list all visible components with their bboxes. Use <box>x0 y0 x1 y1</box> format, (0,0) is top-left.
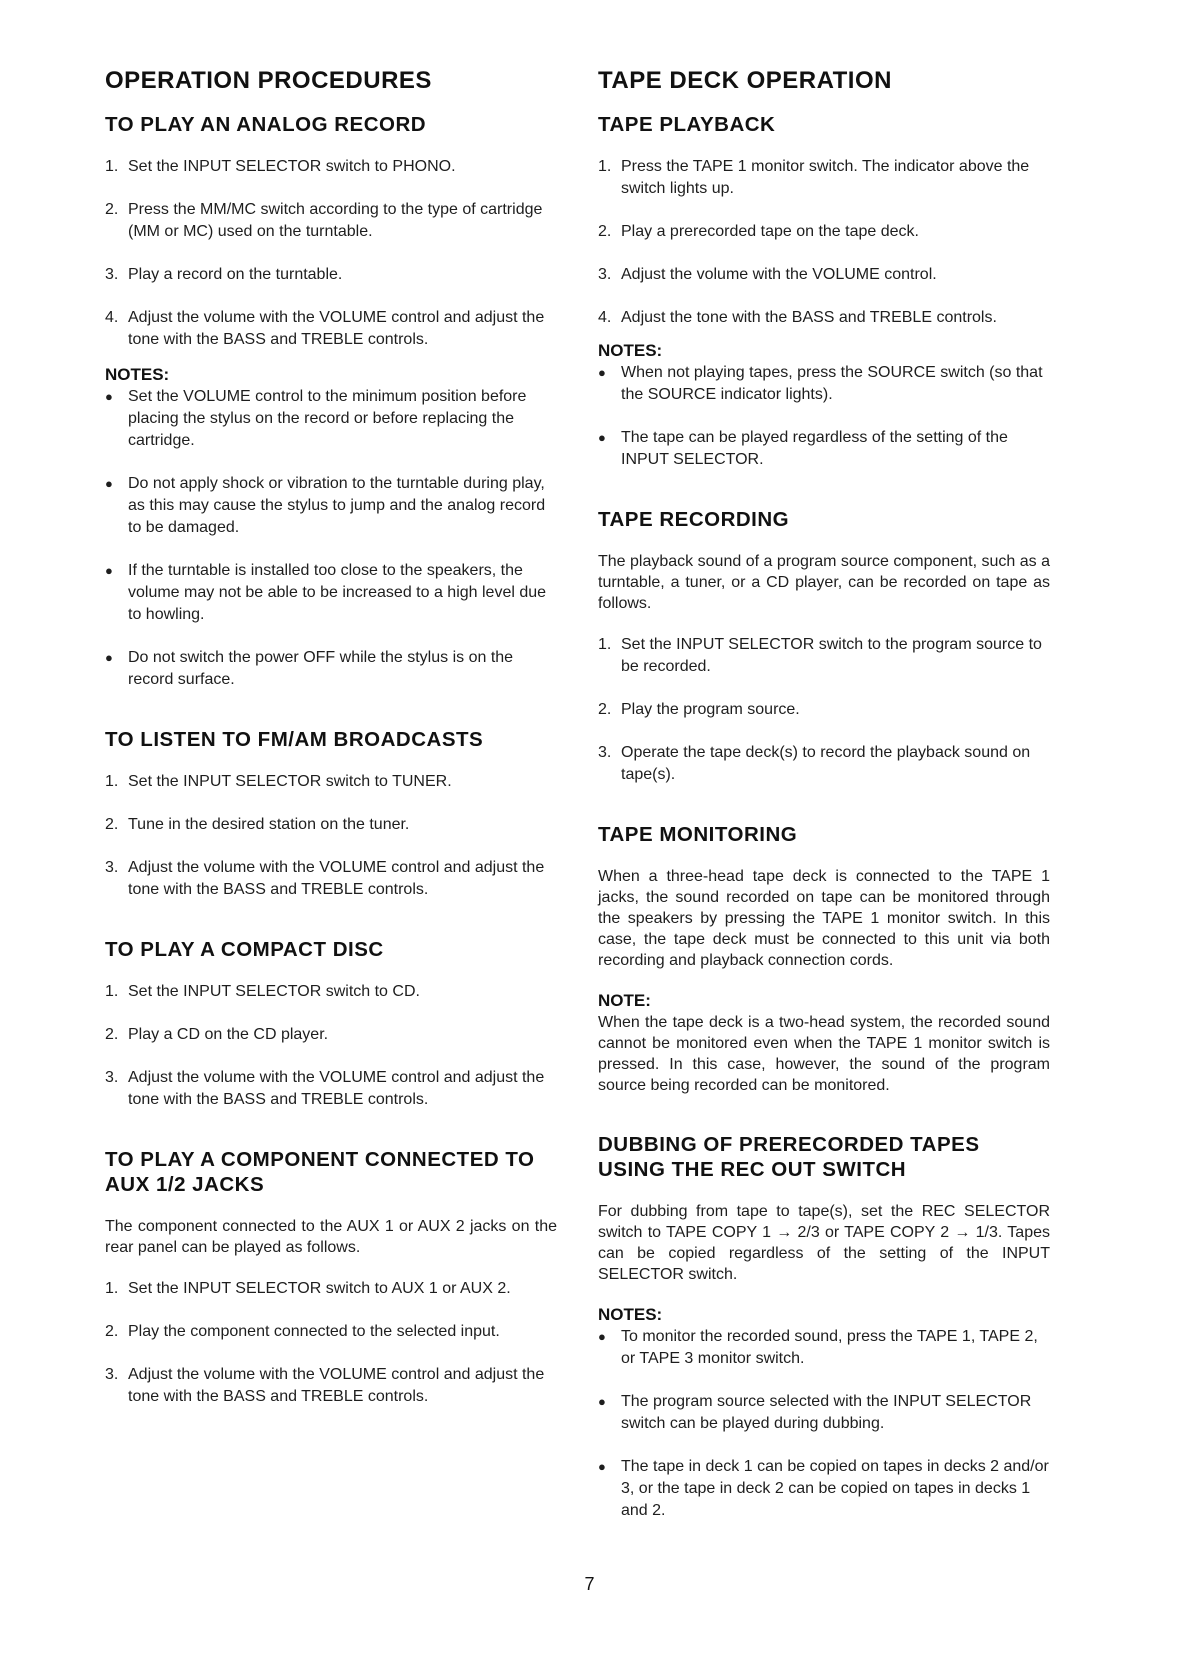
step-list <box>105 771 557 901</box>
note-text: Set the VOLUME control to the minimum position before placing the stylus on the record or before replacing the cartridge. <box>128 388 527 449</box>
bullet-icon: ● <box>598 1329 606 1344</box>
step-number: 1. <box>105 983 119 1000</box>
bullet-icon: ● <box>105 650 113 665</box>
step-text: Play a prerecorded tape on the tape deck. <box>621 223 919 240</box>
section-intro: The playback sound of a program source component, such as a turntable, a tuner, or a CD player, can be recorded on tape as follows. <box>598 553 1050 612</box>
step-item <box>105 857 557 901</box>
step-list <box>105 156 557 351</box>
note-item <box>105 473 557 539</box>
bullet-icon: ● <box>598 430 606 445</box>
section-tape-recording <box>598 507 1050 786</box>
step-list <box>105 1278 557 1408</box>
note-text: The tape can be played regardless of the setting of the INPUT SELECTOR. <box>621 429 1008 468</box>
operation-procedures-title: OPERATION PROCEDURES <box>105 67 432 94</box>
step-text: Adjust the volume with the VOLUME control. <box>621 266 937 283</box>
step-item <box>598 221 1050 243</box>
step-item <box>105 264 557 286</box>
notes-label: NOTES: <box>598 1305 663 1324</box>
step-number: 3. <box>105 859 119 876</box>
step-item <box>598 156 1050 200</box>
note-item <box>105 647 557 691</box>
bullet-icon: ● <box>598 365 606 380</box>
step-item <box>105 1364 557 1408</box>
step-number: 2. <box>598 701 612 718</box>
step-item <box>105 1321 557 1343</box>
bullet-icon: ● <box>105 476 113 491</box>
note-text: To monitor the recorded sound, press the TAPE 1, TAPE 2, or TAPE 3 monitor switch. <box>621 1328 1038 1367</box>
section-heading: TAPE MONITORING <box>598 823 798 846</box>
step-number: 3. <box>598 744 612 761</box>
step-item <box>105 307 557 351</box>
left-column <box>105 66 557 1444</box>
step-text: Adjust the tone with the BASS and TREBLE controls. <box>621 309 997 326</box>
step-list <box>598 634 1050 786</box>
step-text: Tune in the desired station on the tuner. <box>128 816 410 833</box>
step-item <box>105 199 557 243</box>
section-fm-am <box>105 727 557 901</box>
bullet-icon: ● <box>598 1459 606 1474</box>
note-item <box>598 1456 1050 1522</box>
step-item <box>105 1278 557 1300</box>
step-text: Operate the tape deck(s) to record the playback sound on tape(s). <box>621 744 1031 783</box>
step-text: Set the INPUT SELECTOR switch to the program source to be recorded. <box>621 636 1042 675</box>
note-item <box>105 560 557 626</box>
step-text: Play a record on the turntable. <box>128 266 343 283</box>
step-text: Adjust the volume with the VOLUME control and adjust the tone with the BASS and TREBLE controls. <box>128 1366 545 1405</box>
section-tape-playback <box>598 112 1050 471</box>
step-item <box>598 264 1050 286</box>
section-heading: TO PLAY A COMPONENT CONNECTED TO AUX 1/2 JACKS <box>105 1148 535 1196</box>
section-aux <box>105 1147 557 1408</box>
section-compact-disc <box>105 937 557 1111</box>
step-list <box>105 981 557 1111</box>
page-number: 7 <box>584 1574 595 1594</box>
notes-list <box>598 1326 1050 1522</box>
note-text: The program source selected with the INPUT SELECTOR switch can be played during dubbing. <box>621 1393 1032 1432</box>
step-number: 2. <box>105 201 119 218</box>
step-item <box>105 981 557 1003</box>
step-number: 1. <box>105 1280 119 1297</box>
step-text: Adjust the volume with the VOLUME control and adjust the tone with the BASS and TREBLE controls. <box>128 309 545 348</box>
section-heading: TAPE PLAYBACK <box>598 113 776 136</box>
step-text: Press the TAPE 1 monitor switch. The indicator above the switch lights up. <box>621 158 1030 197</box>
note-label: NOTE: <box>598 991 651 1010</box>
section-heading: TAPE RECORDING <box>598 508 790 531</box>
step-number: 2. <box>105 1323 119 1340</box>
section-intro: The component connected to the AUX 1 or AUX 2 jacks on the rear panel can be played as follows. <box>105 1218 557 1256</box>
note-item <box>105 386 557 452</box>
step-number: 4. <box>598 309 612 326</box>
notes-label: NOTES: <box>105 365 170 384</box>
note-item <box>598 1391 1050 1435</box>
notes-list <box>598 362 1050 471</box>
step-text: Adjust the volume with the VOLUME control and adjust the tone with the BASS and TREBLE controls. <box>128 859 545 898</box>
section-heading: TO PLAY AN ANALOG RECORD <box>105 113 427 136</box>
notes-label: NOTES: <box>598 341 663 360</box>
step-item <box>598 634 1050 678</box>
section-tape-monitoring <box>598 822 1050 1096</box>
step-number: 3. <box>598 266 612 283</box>
step-text: Play the component connected to the selected input. <box>128 1323 500 1340</box>
note-text: When the tape deck is a two-head system, the recorded sound cannot be monitored even when the TAPE 1 monitor switch is pressed. In this case, however, the sound of the program source being recorded can be monitored. <box>598 1014 1050 1094</box>
step-number: 1. <box>598 158 612 175</box>
step-text: Adjust the volume with the VOLUME control and adjust the tone with the BASS and TREBLE controls. <box>128 1069 545 1108</box>
step-number: 1. <box>105 158 119 175</box>
step-item <box>598 699 1050 721</box>
section-heading: TO LISTEN TO FM/AM BROADCASTS <box>105 728 484 751</box>
notes-list <box>105 386 557 691</box>
step-number: 3. <box>105 1366 119 1383</box>
section-intro: When a three-head tape deck is connected to the TAPE 1 jacks, the sound recorded on tape can be monitored through the speakers by pressing the TAPE 1 monitor switch. In this case, the tape deck must be connected to this unit via both recording and playback connection cords. <box>598 868 1050 969</box>
step-number: 3. <box>105 1069 119 1086</box>
right-column <box>598 66 1050 1558</box>
note-item <box>598 427 1050 471</box>
section-dubbing <box>598 1132 1050 1522</box>
step-number: 4. <box>105 309 119 326</box>
note-item <box>598 362 1050 406</box>
step-item <box>105 771 557 793</box>
step-item <box>105 1024 557 1046</box>
step-number: 2. <box>598 223 612 240</box>
note-text: When not playing tapes, press the SOURCE switch (so that the SOURCE indicator lights). <box>621 364 1043 403</box>
step-number: 1. <box>598 636 612 653</box>
step-text: Set the INPUT SELECTOR switch to PHONO. <box>128 158 456 175</box>
note-text: If the turntable is installed too close to the speakers, the volume may not be able to be increased to a high level due to howling. <box>128 562 547 623</box>
step-text: Press the MM/MC switch according to the type of cartridge (MM or MC) used on the turntable. <box>128 201 543 240</box>
step-number: 1. <box>105 773 119 790</box>
tape-deck-operation-title: TAPE DECK OPERATION <box>598 67 892 94</box>
bullet-icon: ● <box>105 389 113 404</box>
step-number: 2. <box>105 816 119 833</box>
step-list <box>598 156 1050 329</box>
step-number: 3. <box>105 266 119 283</box>
note-text: Do not apply shock or vibration to the turntable during play, as this may cause the stylus to jump and the analog record to be damaged. <box>128 475 546 536</box>
step-text: Play a CD on the CD player. <box>128 1026 329 1043</box>
note-item <box>598 1326 1050 1370</box>
section-heading: TO PLAY A COMPACT DISC <box>105 938 384 961</box>
step-text: Set the INPUT SELECTOR switch to CD. <box>128 983 420 1000</box>
step-number: 2. <box>105 1026 119 1043</box>
step-item <box>105 814 557 836</box>
step-text: Set the INPUT SELECTOR switch to AUX 1 or AUX 2. <box>128 1280 511 1297</box>
step-text: Set the INPUT SELECTOR switch to TUNER. <box>128 773 452 790</box>
section-heading: DUBBING OF PRERECORDED TAPES USING THE REC OUT SWITCH <box>598 1133 980 1181</box>
step-item <box>105 156 557 178</box>
note-text: Do not switch the power OFF while the stylus is on the record surface. <box>128 649 514 688</box>
step-item <box>598 307 1050 329</box>
section-intro: For dubbing from tape to tape(s), set the REC SELECTOR switch to TAPE COPY 1 → 2/3 or TAPE COPY 2 → 1/3. Tapes can be copied regardless of the setting of the INPUT SELECTOR switch. <box>598 1203 1050 1283</box>
section-analog-record <box>105 112 557 691</box>
step-text: Play the program source. <box>621 701 800 718</box>
step-item <box>598 742 1050 786</box>
bullet-icon: ● <box>105 563 113 578</box>
step-item <box>105 1067 557 1111</box>
note-text: The tape in deck 1 can be copied on tapes in decks 2 and/or 3, or the tape in deck 2 can be copied on tapes in decks 1 and 2. <box>621 1458 1049 1519</box>
bullet-icon: ● <box>598 1394 606 1409</box>
